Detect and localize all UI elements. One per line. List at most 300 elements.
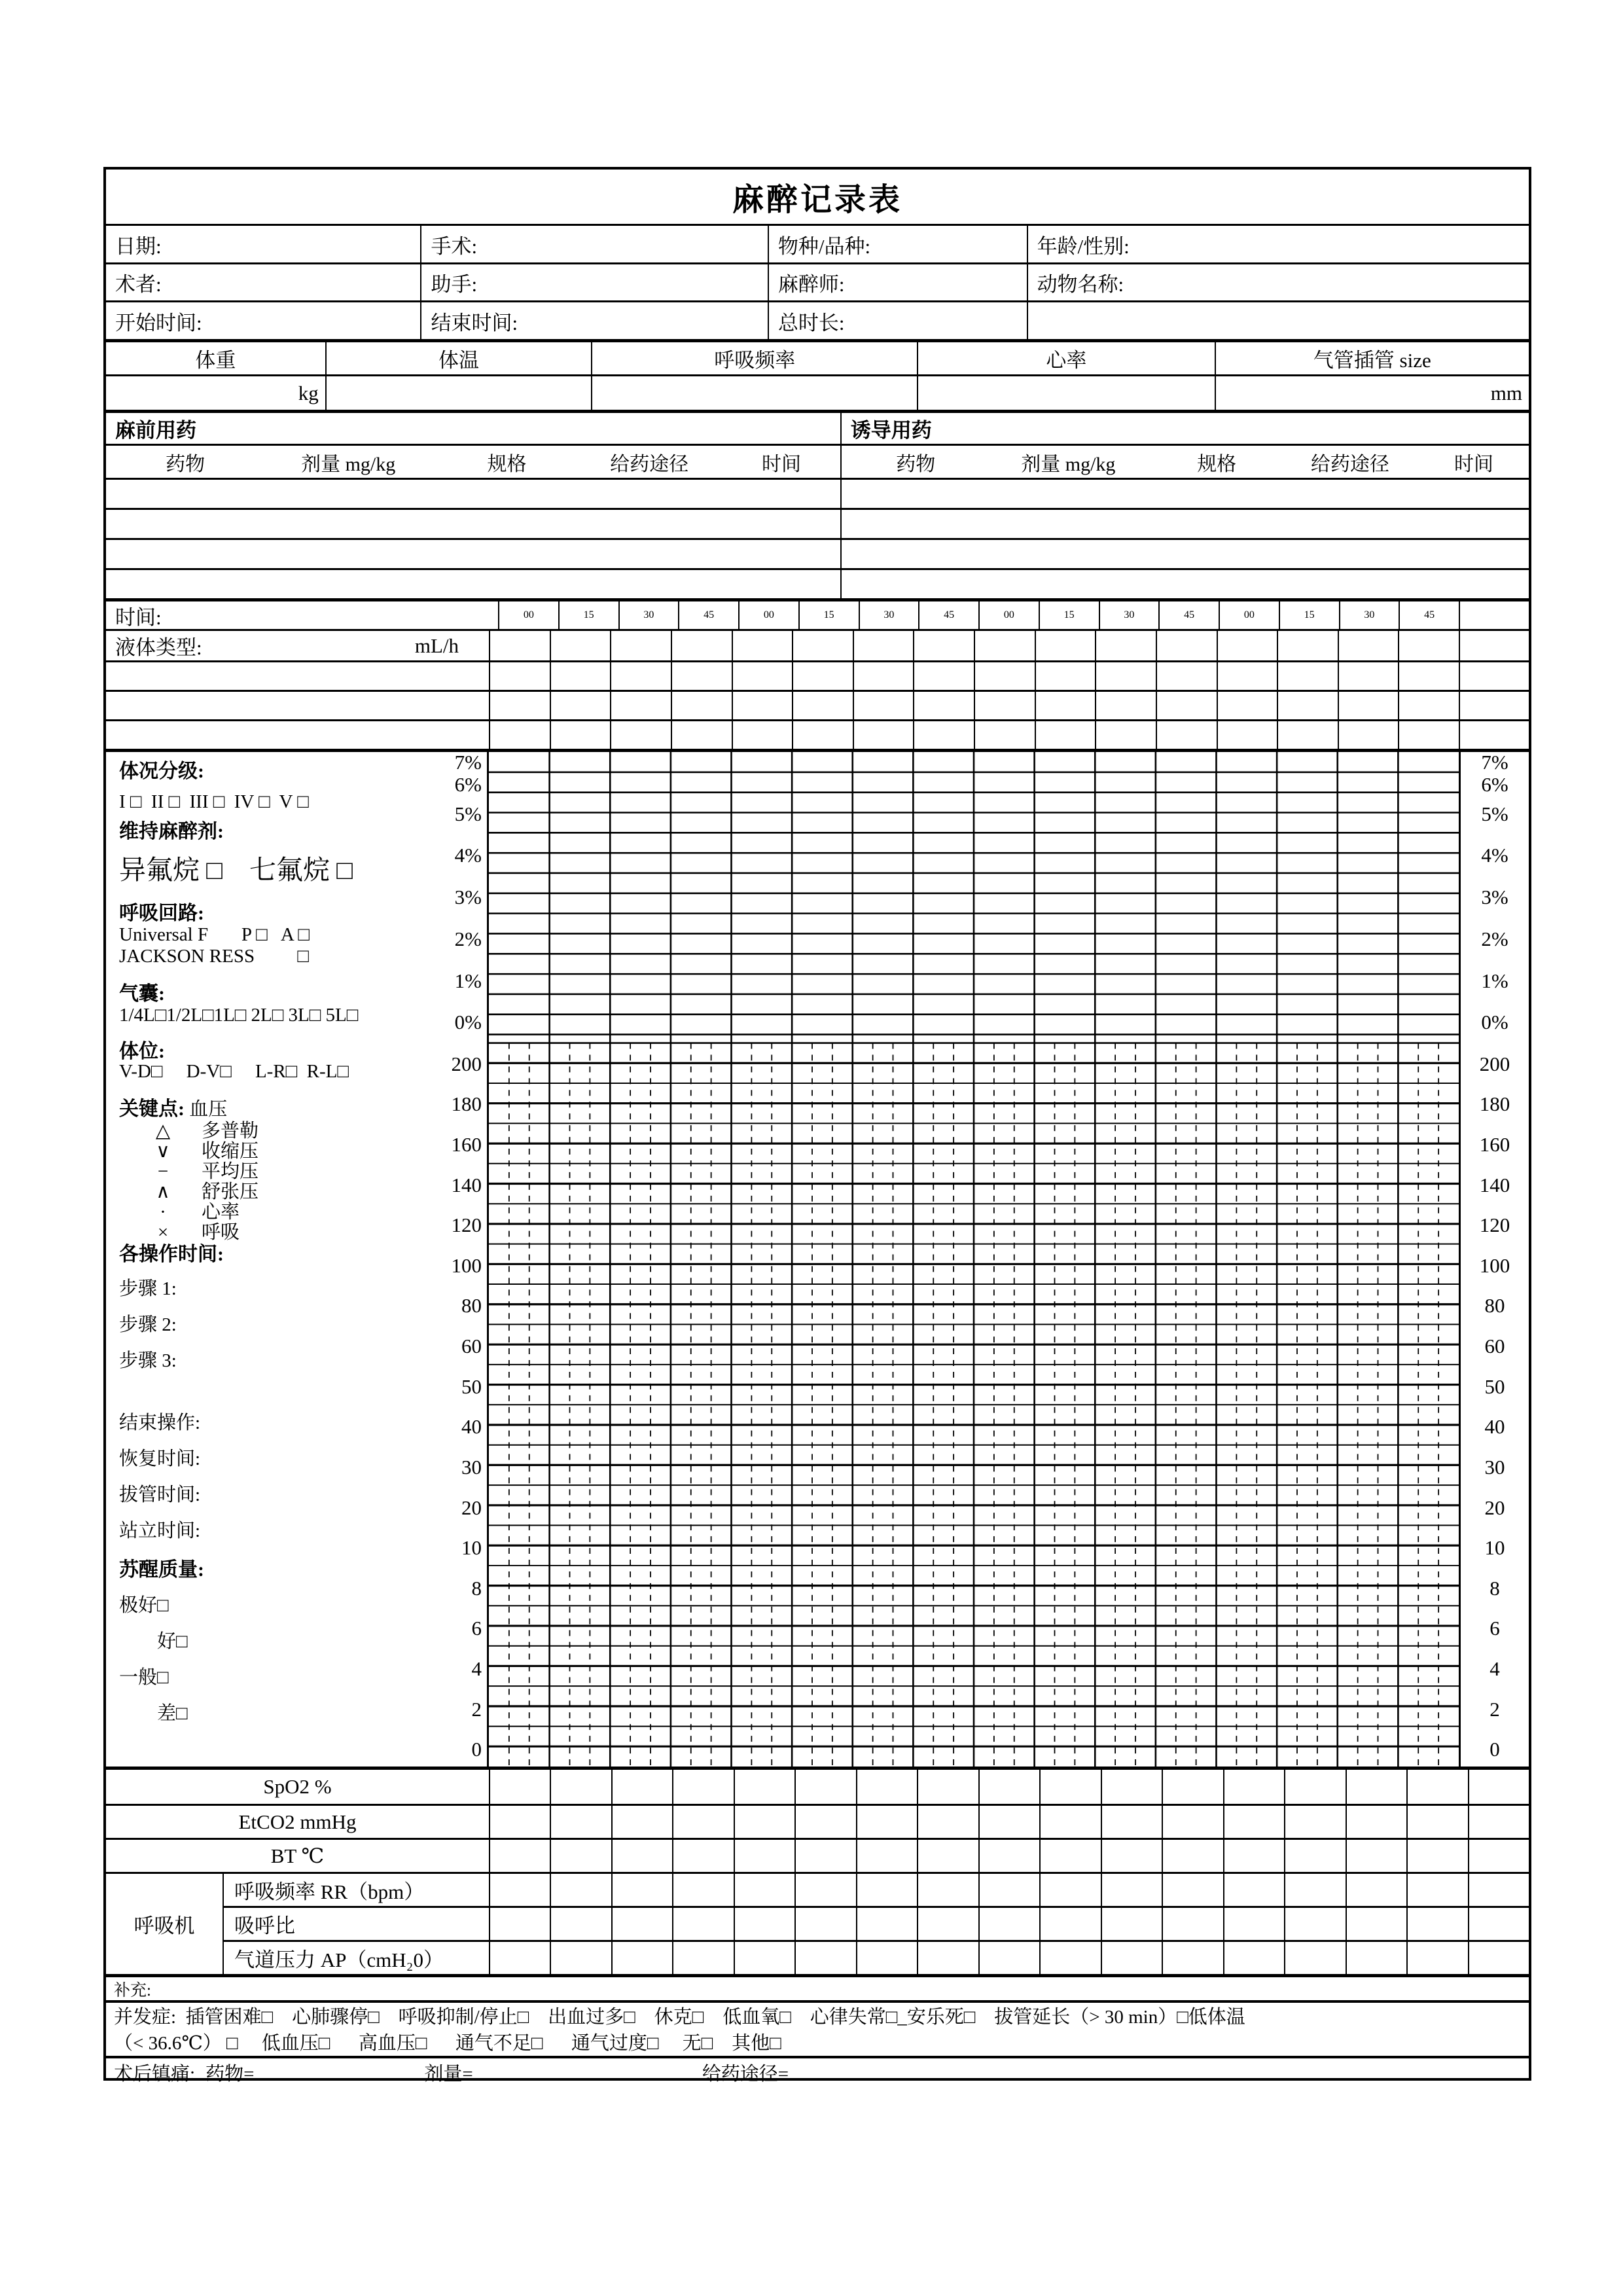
right-percent-label-1%: 1%	[1481, 969, 1508, 992]
right-number-label-120: 120	[1479, 1213, 1510, 1237]
entry-cell[interactable]	[792, 721, 853, 749]
right-scale-labels	[1459, 752, 1529, 1767]
monitor-cell[interactable]	[1162, 1906, 1222, 1940]
left-panel-line-13	[119, 1141, 414, 1162]
monitor-cell[interactable]	[1223, 1872, 1284, 1906]
monitor-cell[interactable]	[856, 1906, 917, 1940]
entry-cell[interactable]	[489, 662, 550, 690]
complications-line2[interactable]: （< 36.6℃） □ 低血压□ 高血压□ 通气不足□ 通气过度□ 无□ 其他□	[114, 2033, 781, 2054]
fluid-cell[interactable]	[1217, 631, 1277, 660]
monitor-cell[interactable]	[734, 1770, 794, 1804]
monitor-cell[interactable]	[1468, 1940, 1529, 1974]
monitor-cell[interactable]	[1223, 1940, 1284, 1974]
right-number-label-180: 180	[1479, 1092, 1510, 1116]
left-panel-line-1[interactable]: I □ II □ III □ IV □ V □	[119, 791, 309, 812]
left-panel-line-12	[119, 1121, 414, 1141]
left-percent-label-0%: 0%	[454, 1011, 482, 1033]
entry-row	[106, 719, 1529, 749]
vitals-value-2[interactable]	[591, 376, 917, 410]
entry-cell[interactable]	[1398, 662, 1459, 690]
right-number-label-140: 140	[1479, 1173, 1510, 1196]
fluid-label-cell[interactable]	[106, 631, 489, 660]
monitor-cell[interactable]	[734, 1872, 794, 1906]
monitor-cell[interactable]	[1223, 1906, 1284, 1940]
right-number-label-60: 60	[1484, 1335, 1505, 1358]
medication-entry-premed[interactable]	[106, 480, 840, 508]
fluid-row-endcell	[1459, 631, 1529, 660]
header-field-row3-1[interactable]: 结束时间:	[420, 302, 767, 339]
etco2-label: EtCO2 mmHg	[106, 1804, 489, 1838]
monitor-cell[interactable]	[978, 1906, 1039, 1940]
fluid-cell[interactable]	[853, 631, 914, 660]
ventilator-row-label-0: 呼吸频率 RR（bpm）	[223, 1872, 489, 1906]
monitor-cell[interactable]	[1468, 1838, 1529, 1872]
left-panel-line-18: 各操作时间:	[119, 1244, 224, 1265]
left-percent-label-5%: 5%	[454, 802, 482, 825]
vitals-value-4[interactable]: mm	[1215, 376, 1529, 410]
monitor-cell[interactable]	[1468, 1906, 1529, 1940]
monitor-cell[interactable]	[489, 1906, 550, 1940]
monitor-cell[interactable]	[489, 1770, 550, 1804]
left-panel-line-24: 拔管时间:	[119, 1484, 201, 1505]
monitor-cell[interactable]	[611, 1838, 672, 1872]
monitor-cell[interactable]	[794, 1838, 855, 1872]
monitor-cell[interactable]	[734, 1940, 794, 1974]
entry-cell[interactable]	[1095, 662, 1156, 690]
vitals-value-3[interactable]	[917, 376, 1214, 410]
monitor-cell[interactable]	[1284, 1804, 1345, 1838]
left-panel-line-30[interactable]: 差□	[157, 1703, 188, 1724]
medication-row	[106, 508, 1529, 538]
monitor-cell[interactable]	[1162, 1770, 1222, 1804]
left-panel-line-5[interactable]: Universal F P □ A □	[119, 924, 310, 945]
vitals-value-1[interactable]	[325, 376, 592, 410]
entry-cell[interactable]	[974, 692, 1035, 719]
monitor-cell[interactable]	[489, 1872, 550, 1906]
monitor-cell[interactable]	[489, 1804, 550, 1838]
monitor-cell[interactable]	[794, 1940, 855, 1974]
monitor-cell[interactable]	[1346, 1838, 1406, 1872]
induction-title: 诱导用药	[840, 413, 1529, 444]
monitor-cell[interactable]	[794, 1770, 855, 1804]
monitor-cell[interactable]	[978, 1838, 1039, 1872]
left-panel-line-25: 站立时间:	[119, 1520, 201, 1541]
monitor-cell[interactable]	[672, 1770, 733, 1804]
monitor-cell[interactable]	[611, 1906, 672, 1940]
header-row-3	[106, 300, 1529, 339]
monitor-cell[interactable]	[1468, 1872, 1529, 1906]
fluid-cell[interactable]	[974, 631, 1035, 660]
ventilator-row-label-1: 吸呼比	[223, 1906, 489, 1940]
monitor-cell[interactable]	[1039, 1906, 1100, 1940]
monitor-cell[interactable]	[550, 1940, 611, 1974]
header-field-row2-1[interactable]: 助手:	[420, 264, 767, 300]
monitor-cell[interactable]	[917, 1838, 978, 1872]
fluid-cell[interactable]	[1095, 631, 1156, 660]
entry-cell[interactable]	[1035, 692, 1096, 719]
keypoints-label: 关键点:	[119, 1098, 185, 1120]
entry-cell[interactable]	[913, 692, 974, 719]
header-field-row1-2[interactable]: 物种/品种:	[768, 226, 1027, 262]
entry-cell[interactable]	[671, 662, 732, 690]
entry-label-cell[interactable]	[106, 721, 489, 749]
monitor-cell[interactable]	[550, 1770, 611, 1804]
entry-cell[interactable]	[610, 721, 671, 749]
medication-columns-induction	[840, 446, 1529, 478]
vitals-col-3: 心率	[917, 342, 1214, 374]
time-label: 时间:	[115, 605, 162, 629]
monitor-cell[interactable]	[672, 1838, 733, 1872]
monitor-cell[interactable]	[1406, 1872, 1467, 1906]
left-panel-line-23: 恢复时间:	[119, 1448, 201, 1469]
left-number-label-120: 120	[451, 1213, 482, 1237]
right-percent-label-0%: 0%	[1481, 1011, 1508, 1033]
right-percent-label-6%: 6%	[1481, 773, 1508, 796]
monitor-cell[interactable]	[1406, 1940, 1467, 1974]
entry-cell[interactable]	[732, 692, 793, 719]
monitor-cell[interactable]	[611, 1804, 672, 1838]
monitor-cell[interactable]	[978, 1770, 1039, 1804]
legend-label: 舒张压	[202, 1181, 259, 1202]
monitor-cell[interactable]	[794, 1872, 855, 1906]
monitor-cell[interactable]	[1346, 1940, 1406, 1974]
fluid-cell[interactable]	[1338, 631, 1399, 660]
entry-cell[interactable]	[489, 692, 550, 719]
left-panel-line-4: 呼吸回路:	[119, 903, 204, 924]
entry-cell[interactable]	[974, 721, 1035, 749]
monitor-cell[interactable]	[734, 1906, 794, 1940]
right-percent-label-3%: 3%	[1481, 886, 1508, 908]
fluid-cell[interactable]	[1035, 631, 1096, 660]
entry-cell[interactable]	[792, 692, 853, 719]
entry-cell[interactable]	[1277, 662, 1338, 690]
medication-entry-induction[interactable]	[840, 570, 1529, 598]
left-number-label-140: 140	[451, 1173, 482, 1196]
medication-entry-premed[interactable]	[106, 540, 840, 568]
header-field-row3-2[interactable]: 总时长:	[768, 302, 1027, 339]
entry-cell[interactable]	[1217, 692, 1277, 719]
monitor-cell[interactable]	[1346, 1770, 1406, 1804]
monitor-cell[interactable]	[917, 1804, 978, 1838]
entry-cell[interactable]	[1156, 721, 1217, 749]
monitor-cell[interactable]	[1346, 1804, 1406, 1838]
monitor-cell[interactable]	[1101, 1770, 1162, 1804]
monitor-cell[interactable]	[1162, 1872, 1222, 1906]
monitor-cell[interactable]	[672, 1872, 733, 1906]
monitor-cell[interactable]	[734, 1838, 794, 1872]
monitor-cell[interactable]	[794, 1804, 855, 1838]
legend-label: 呼吸	[202, 1222, 240, 1243]
entry-cell[interactable]	[1338, 692, 1399, 719]
legend-symbol: △	[155, 1121, 171, 1141]
header-field-row2-2[interactable]: 麻醉师:	[768, 264, 1027, 300]
monitor-cell[interactable]	[917, 1906, 978, 1940]
monitor-cell[interactable]	[1223, 1804, 1284, 1838]
monitor-cell[interactable]	[489, 1838, 550, 1872]
monitor-cell[interactable]	[1162, 1838, 1222, 1872]
time-row-endcell	[1459, 601, 1529, 629]
medication-col-label: 药物	[896, 453, 936, 475]
medication-entry-premed[interactable]	[106, 510, 840, 538]
keypoints-value: 血压	[185, 1099, 228, 1120]
monitor-cell[interactable]	[1039, 1804, 1100, 1838]
right-number-label-200: 200	[1479, 1052, 1510, 1075]
entry-cell[interactable]	[1398, 692, 1459, 719]
fluid-cell[interactable]	[671, 631, 732, 660]
fluid-cell[interactable]	[1398, 631, 1459, 660]
left-panel-line-8[interactable]: 1/4L□1/2L□1L□ 2L□ 3L□ 5L□	[119, 1005, 359, 1026]
monitor-cell[interactable]	[1162, 1940, 1222, 1974]
vitals-value-0[interactable]: kg	[298, 381, 319, 404]
monitor-cell[interactable]	[611, 1872, 672, 1906]
monitor-cell[interactable]	[1406, 1804, 1467, 1838]
left-panel-line-28[interactable]: 好□	[157, 1631, 188, 1652]
entry-cell[interactable]	[550, 662, 611, 690]
medication-entry-rows	[106, 478, 1529, 598]
legend-label: 心率	[202, 1202, 240, 1223]
entry-cell[interactable]	[610, 662, 671, 690]
monitor-cell[interactable]	[978, 1940, 1039, 1974]
monitor-cell[interactable]	[550, 1838, 611, 1872]
monitor-cell[interactable]	[1284, 1940, 1345, 1974]
left-number-label-4: 4	[471, 1657, 482, 1680]
time-tick-13: 15	[1279, 601, 1339, 629]
monitor-cell[interactable]	[856, 1838, 917, 1872]
entry-label-cell[interactable]	[106, 662, 489, 690]
left-panel-line-14	[119, 1162, 414, 1182]
entry-cell[interactable]	[1277, 721, 1338, 749]
medication-entry-induction[interactable]	[840, 540, 1529, 568]
monitor-cell[interactable]	[1039, 1940, 1100, 1974]
time-tick-12: 00	[1219, 601, 1279, 629]
vitals-header-row	[106, 339, 1529, 374]
monitor-cell[interactable]	[1284, 1872, 1345, 1906]
medication-col-label: 时间	[1454, 453, 1493, 475]
monitor-cell[interactable]	[1101, 1804, 1162, 1838]
monitor-cell[interactable]	[1039, 1770, 1100, 1804]
fluid-cell[interactable]	[489, 631, 550, 660]
legend-label: 平均压	[202, 1161, 259, 1182]
entry-cell[interactable]	[974, 662, 1035, 690]
left-panel-line-0: 体况分级:	[119, 761, 204, 782]
monitor-cell[interactable]	[1468, 1770, 1529, 1804]
fluid-cell[interactable]	[1156, 631, 1217, 660]
monitor-cell[interactable]	[550, 1872, 611, 1906]
fluid-cell[interactable]	[732, 631, 793, 660]
entry-cell[interactable]	[1277, 692, 1338, 719]
monitor-cell[interactable]	[1406, 1838, 1467, 1872]
form-title-row	[106, 170, 1529, 224]
medication-col-label: 给药途径	[1310, 453, 1389, 475]
left-panel-line-16	[119, 1202, 414, 1223]
entry-cell[interactable]	[610, 692, 671, 719]
monitor-cell[interactable]	[856, 1872, 917, 1906]
monitor-cell[interactable]	[917, 1940, 978, 1974]
left-percent-label-3%: 3%	[454, 886, 482, 908]
monitor-cell[interactable]	[917, 1770, 978, 1804]
medication-col-label: 时间	[762, 453, 802, 475]
monitor-cell[interactable]	[1101, 1940, 1162, 1974]
entry-cell[interactable]	[913, 662, 974, 690]
monitor-cell[interactable]	[794, 1906, 855, 1940]
fluid-cell[interactable]	[792, 631, 853, 660]
left-number-label-50: 50	[461, 1374, 482, 1398]
monitor-cell[interactable]	[856, 1940, 917, 1974]
fluid-cell[interactable]	[1277, 631, 1338, 660]
legend-symbol: ·	[160, 1202, 166, 1223]
left-panel-line-27[interactable]: 极好□	[119, 1595, 169, 1616]
entry-cell[interactable]	[732, 721, 793, 749]
monitor-cell[interactable]	[1406, 1770, 1467, 1804]
left-number-label-6: 6	[471, 1617, 482, 1640]
monitor-cell[interactable]	[1223, 1838, 1284, 1872]
complications-line1[interactable]: 并发症: 插管困难□ 心肺骤停□ 呼吸抑制/停止□ 出血过多□ 休克□ 低血氧□ 心律失常□_安乐死□ 拔管延长（> 30 min）□低体温	[114, 2007, 1245, 2028]
medication-col-label: 剂量 mg/kg	[1021, 453, 1116, 475]
monitor-cell[interactable]	[1039, 1872, 1100, 1906]
entry-cell[interactable]	[489, 721, 550, 749]
analgesia-dose-field[interactable]: 剂量=	[424, 2063, 473, 2085]
entry-row-endcell	[1459, 721, 1529, 749]
header-field-row2-0[interactable]: 术者:	[115, 273, 162, 296]
time-tick-15: 45	[1399, 601, 1459, 629]
monitor-cell[interactable]	[1162, 1804, 1222, 1838]
left-panel-line-9: 体位:	[119, 1041, 165, 1062]
header-field-row3-0[interactable]: 开始时间:	[115, 311, 202, 334]
right-number-label-80: 80	[1484, 1294, 1505, 1318]
analgesia-route-field[interactable]: 给药途径=	[702, 2063, 789, 2085]
entry-cell[interactable]	[792, 662, 853, 690]
time-tick-0: 00	[498, 601, 558, 629]
monitor-cell[interactable]	[1284, 1770, 1345, 1804]
medication-entry-induction[interactable]	[840, 480, 1529, 508]
left-number-label-2: 2	[471, 1697, 482, 1721]
monitor-cell[interactable]	[489, 1940, 550, 1974]
time-tick-11: 45	[1158, 601, 1219, 629]
entry-label-cell[interactable]	[106, 692, 489, 719]
entry-cell[interactable]	[1035, 721, 1096, 749]
monitor-cell[interactable]	[856, 1804, 917, 1838]
monitor-cell[interactable]	[550, 1906, 611, 1940]
medication-row	[106, 538, 1529, 568]
entry-cell[interactable]	[1095, 692, 1156, 719]
monitor-cell[interactable]	[1346, 1872, 1406, 1906]
entry-cell[interactable]	[913, 721, 974, 749]
time-tick-5: 15	[798, 601, 859, 629]
monitor-cell[interactable]	[1284, 1906, 1345, 1940]
left-percent-label-4%: 4%	[454, 844, 482, 867]
fluid-cell[interactable]	[550, 631, 611, 660]
header-field-row2-3[interactable]: 动物名称:	[1027, 264, 1529, 300]
supplement-row	[106, 1974, 1529, 2000]
right-number-label-4: 4	[1489, 1657, 1500, 1680]
legend-label: 收缩压	[202, 1141, 259, 1162]
left-number-label-200: 200	[451, 1052, 482, 1075]
chart-band	[106, 749, 1529, 1767]
entry-cell[interactable]	[550, 721, 611, 749]
monitor-cell[interactable]	[978, 1872, 1039, 1906]
right-percent-label-7%: 7%	[1481, 751, 1508, 774]
header-row-1	[106, 224, 1529, 262]
monitor-cell[interactable]	[611, 1940, 672, 1974]
entry-cell[interactable]	[853, 662, 914, 690]
monitor-cell[interactable]	[1039, 1838, 1100, 1872]
header-field-row1-3[interactable]: 年龄/性别:	[1027, 226, 1529, 262]
fluid-type-row	[106, 629, 1529, 660]
medication-entry-induction[interactable]	[840, 510, 1529, 538]
right-number-label-2: 2	[1489, 1697, 1500, 1721]
monitor-cell[interactable]	[611, 1770, 672, 1804]
right-percent-label-5%: 5%	[1481, 802, 1508, 825]
fluid-cell[interactable]	[913, 631, 974, 660]
monitor-cell[interactable]	[1406, 1906, 1467, 1940]
entry-cell[interactable]	[853, 721, 914, 749]
monitor-cell[interactable]	[978, 1804, 1039, 1838]
left-percent-label-2%: 2%	[454, 927, 482, 950]
header-field-row1-1[interactable]: 手术:	[420, 226, 767, 262]
monitor-cell[interactable]	[1284, 1838, 1345, 1872]
entry-cell[interactable]	[671, 721, 732, 749]
medication-col-label: 剂量 mg/kg	[301, 453, 396, 475]
monitor-cell[interactable]	[1468, 1804, 1529, 1838]
monitor-cell[interactable]	[550, 1804, 611, 1838]
monitor-cell[interactable]	[1101, 1838, 1162, 1872]
medication-entry-premed[interactable]	[106, 570, 840, 598]
fluid-entry-rows	[106, 660, 1529, 749]
entry-cell[interactable]	[1156, 662, 1217, 690]
legend-symbol: ∨	[156, 1141, 170, 1162]
entry-cell[interactable]	[671, 692, 732, 719]
spo2-label: SpO2 %	[263, 1775, 332, 1798]
left-panel-line-29[interactable]: 一般□	[119, 1667, 169, 1688]
time-tick-2: 30	[618, 601, 679, 629]
fluid-cell[interactable]	[610, 631, 671, 660]
analgesia-drug-field[interactable]: 药物=	[205, 2063, 255, 2085]
monitor-cell[interactable]	[672, 1804, 733, 1838]
monitor-cell[interactable]	[672, 1940, 733, 1974]
entry-cell[interactable]	[1035, 662, 1096, 690]
complications-row[interactable]	[106, 2000, 1529, 2056]
monitor-cell[interactable]	[917, 1872, 978, 1906]
monitor-cell[interactable]	[672, 1906, 733, 1940]
entry-cell[interactable]	[1156, 692, 1217, 719]
entry-cell[interactable]	[1095, 721, 1156, 749]
monitor-cell[interactable]	[1223, 1770, 1284, 1804]
entry-cell[interactable]	[1217, 721, 1277, 749]
monitor-cell[interactable]	[856, 1770, 917, 1804]
monitor-cell[interactable]	[1101, 1906, 1162, 1940]
entry-cell[interactable]	[853, 692, 914, 719]
left-number-label-60: 60	[461, 1335, 482, 1358]
entry-cell[interactable]	[732, 662, 793, 690]
monitor-cell[interactable]	[734, 1804, 794, 1838]
header-field-row1-0[interactable]: 日期:	[115, 234, 162, 258]
right-number-label-8: 8	[1489, 1576, 1500, 1600]
entry-cell[interactable]	[1338, 721, 1399, 749]
left-number-label-30: 30	[461, 1455, 482, 1479]
left-number-label-8: 8	[471, 1576, 482, 1600]
header-field-row3-3[interactable]	[1027, 302, 1529, 339]
entry-row	[106, 690, 1529, 719]
entry-cell[interactable]	[1338, 662, 1399, 690]
entry-cell[interactable]	[1398, 721, 1459, 749]
entry-cell[interactable]	[1217, 662, 1277, 690]
left-panel-line-10[interactable]: V-D□ D-V□ L-R□ R-L□	[119, 1061, 349, 1082]
entry-cell[interactable]	[550, 692, 611, 719]
monitor-cell[interactable]	[1101, 1872, 1162, 1906]
monitor-cell[interactable]	[1346, 1906, 1406, 1940]
left-panel-line-6[interactable]: JACKSON RESS □	[119, 946, 309, 967]
left-number-label-160: 160	[451, 1133, 482, 1157]
